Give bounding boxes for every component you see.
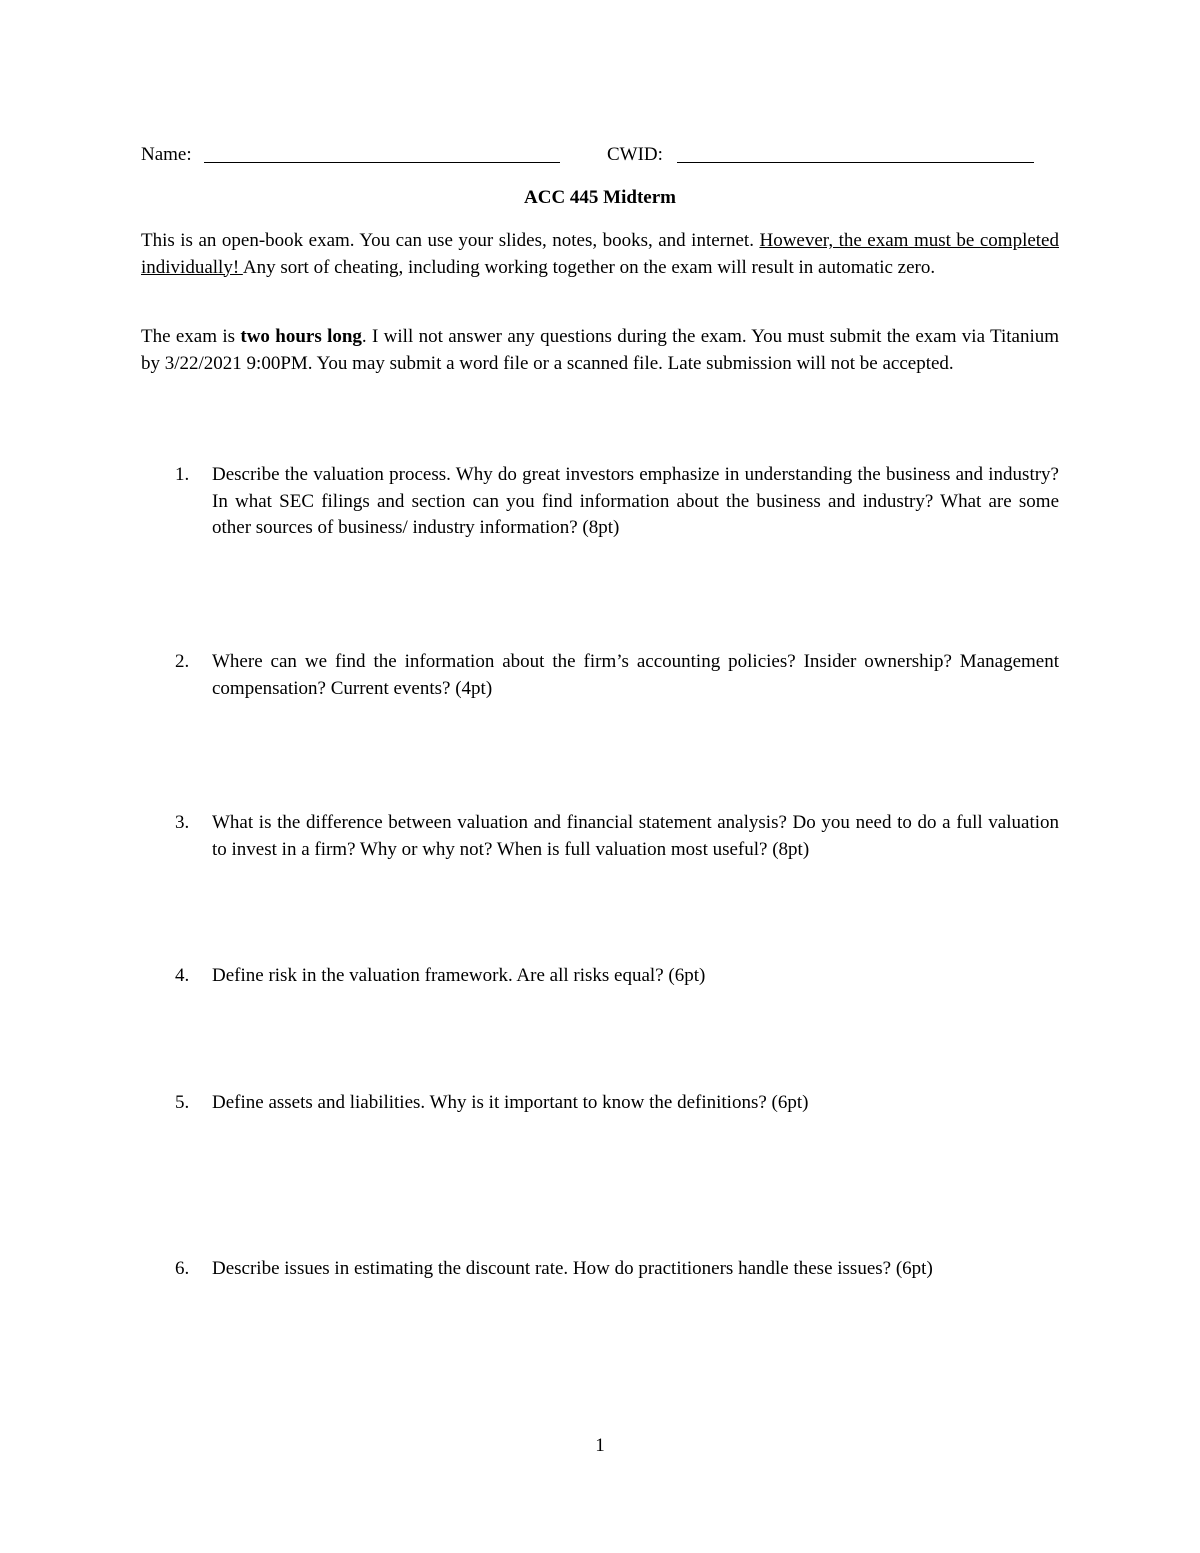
question-text: Where can we find the information about the firm’s accounting policies? Insider ownership? Management compensation? Current events? (4pt) — [212, 651, 1059, 699]
question-text: What is the difference between valuation and financial statement analysis? Do you need to do a full valuation to invest in a firm? Why or why not? When is full valuation most useful? (8pt) — [212, 812, 1059, 860]
name-label: Name: — [141, 144, 192, 165]
intro-bold-text: two hours long — [240, 326, 362, 347]
question-number: 2. — [175, 651, 190, 672]
question-number: 6. — [175, 1258, 190, 1279]
question-number: 4. — [175, 965, 190, 986]
question-text: Describe the valuation process. Why do great investors emphasize in understanding the business and industry? In what SEC filings and section can you find information about the business and industry? What are some other sources of business/ industry information? (8pt) — [212, 464, 1059, 538]
question-number: 3. — [175, 812, 190, 833]
intro-text: The exam is — [141, 326, 241, 347]
question-text: Define assets and liabilities. Why is it important to know the definitions? (6pt) — [212, 1092, 809, 1113]
cwid-label: CWID: — [607, 144, 663, 165]
question-number: 1. — [175, 464, 190, 485]
intro-underlined-text: However, the exam must be completed individually! — [141, 230, 1059, 278]
intro-paragraph-1 — [141, 228, 1059, 281]
name-blank-line — [204, 162, 560, 163]
question-text: Describe issues in estimating the discount rate. How do practitioners handle these issues? (6pt) — [212, 1258, 933, 1279]
page-number: 1 — [595, 1435, 605, 1456]
intro-text: This is an open-book exam. You can use your slides, notes, books, and internet. — [141, 230, 760, 251]
header-row — [141, 142, 1041, 170]
intro-text: Any sort of cheating, including working together on the exam will result in automatic zero. — [242, 256, 936, 278]
intro-text: . I will not answer any questions during the exam. You must submit the exam via Titanium by 3/22/2021 9:00PM. You may submit a word file or a scanned file. Late submission will not be accepted. — [141, 326, 1060, 374]
exam-title: ACC 445 Midterm — [524, 187, 676, 208]
question-number: 5. — [175, 1092, 190, 1113]
question-text: Define risk in the valuation framework. Are all risks equal? (6pt) — [212, 965, 706, 986]
intro-paragraph-2 — [141, 324, 1059, 377]
cwid-blank-line — [677, 162, 1034, 163]
